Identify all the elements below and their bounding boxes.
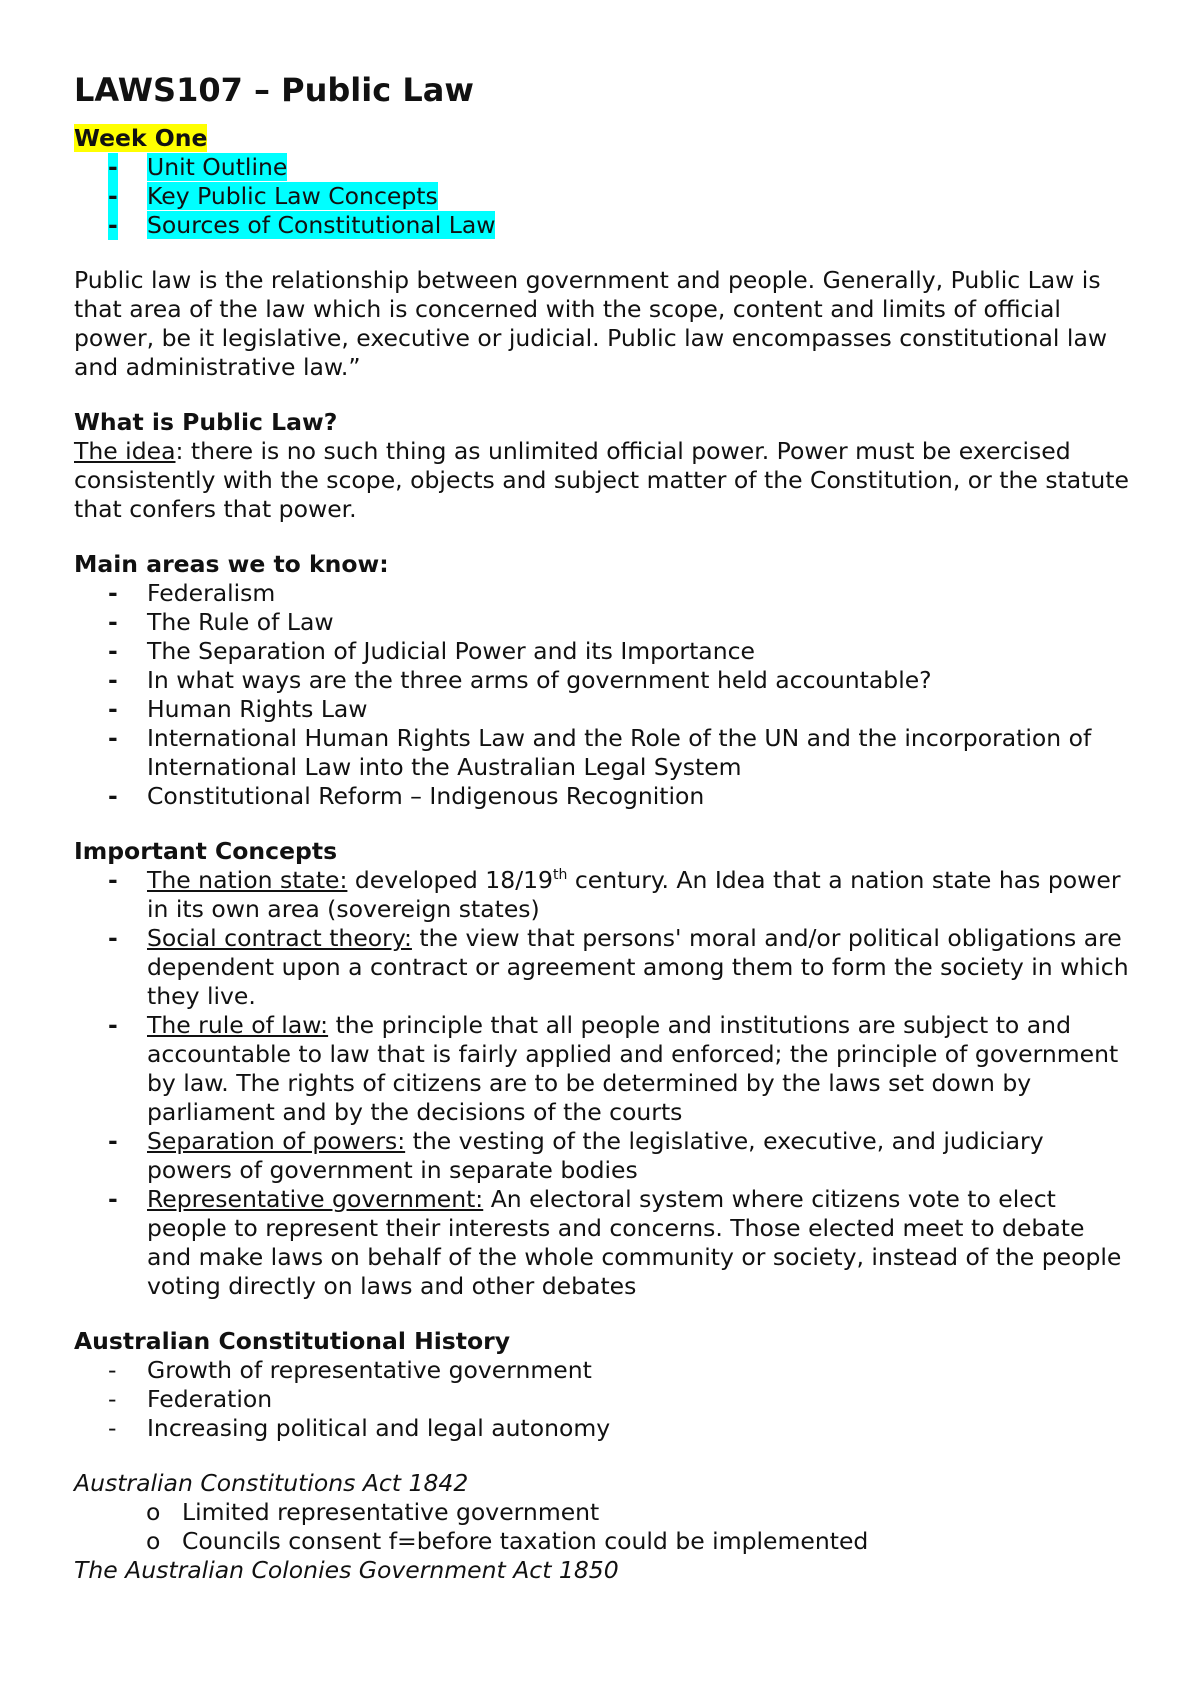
list-item-text: Growth of representative government <box>147 1356 592 1384</box>
list-item-text: Human Rights Law <box>147 695 368 723</box>
dash-marker: - <box>108 579 118 607</box>
list-item <box>74 608 1134 637</box>
list-item <box>74 211 1134 240</box>
list-item-text: In what ways are the three arms of government held accountable? <box>147 666 932 694</box>
concept-item <box>74 1011 1134 1127</box>
list-item <box>74 695 1134 724</box>
week-heading <box>74 124 1134 153</box>
document-title: LAWS107 – Public Law <box>74 71 474 109</box>
concept-term: The nation state: <box>147 866 348 894</box>
concept-term: The rule of law: <box>147 1011 329 1039</box>
list-item <box>74 153 1134 182</box>
concept-item <box>74 1185 1134 1301</box>
dash-marker: - <box>108 866 118 894</box>
concept-item <box>74 924 1134 1011</box>
dash-marker: - <box>108 724 118 752</box>
act-1850-title: The Australian Colonies Government Act 1850 <box>74 1556 619 1584</box>
main-areas-list <box>74 579 1134 811</box>
list-item <box>74 724 1134 782</box>
dash-marker: - <box>108 608 118 636</box>
dash-marker: - <box>108 666 118 694</box>
act-1842-title: Australian Constitutions Act 1842 <box>74 1469 469 1497</box>
list-item-text: The Separation of Judicial Power and its Importance <box>147 637 755 665</box>
list-item-text: Key Public Law Concepts <box>147 182 438 210</box>
list-item-text: Constitutional Reform – Indigenous Recognition <box>147 782 705 810</box>
dash-marker: - <box>108 1356 117 1384</box>
circle-bullet: o <box>146 1527 161 1555</box>
concept-text: An electoral system where citizens vote to elect people to represent their interests and concerns. Those elected meet to debate and make laws on behalf of the whole community or society, instead of the people voting directly on laws and other debates <box>147 1185 1122 1300</box>
dash-marker: - <box>108 211 118 239</box>
week-list <box>74 153 1134 240</box>
concept-text: the principle that all people and institutions are subject to and accountable to law that is fairly applied and enforced; the principle of government by law. The rights of citizens are to be determined by the laws set down by parliament and by the decisions of the courts <box>147 1011 1119 1126</box>
list-item-text: Increasing political and legal autonomy <box>147 1414 611 1442</box>
concept-term: Separation of powers: <box>147 1127 406 1155</box>
dash-marker: - <box>108 1011 118 1039</box>
concept-term: Social contract theory: <box>147 924 412 952</box>
superscript: th <box>553 867 568 884</box>
history-list <box>74 1356 1134 1443</box>
list-item <box>74 182 1134 211</box>
dash-marker: - <box>108 1385 117 1413</box>
idea-text: : there is no such thing as unlimited official power. Power must be exercised consistently with the scope, objects and subject matter of the Constitution, or the statute that confers that power. <box>74 437 1129 523</box>
list-item <box>74 1385 1134 1414</box>
dash-marker: - <box>108 1185 118 1213</box>
dash-marker: - <box>108 782 118 810</box>
concept-term: Representative government: <box>147 1185 484 1213</box>
dash-marker: - <box>108 695 118 723</box>
concept-text: the vesting of the legislative, executive, and judiciary powers of government in separate bodies <box>147 1127 1044 1184</box>
concepts-heading: Important Concepts <box>74 837 338 865</box>
circle-bullet: o <box>146 1498 161 1526</box>
concept-item <box>74 1127 1134 1185</box>
list-item-text: Unit Outline <box>147 153 288 181</box>
dash-marker: - <box>108 637 118 665</box>
list-item <box>74 1414 1134 1443</box>
list-item <box>74 579 1134 608</box>
list-item <box>74 666 1134 695</box>
what-is-heading: What is Public Law? <box>74 408 338 436</box>
list-item-text: Federalism <box>147 579 276 607</box>
concept-text: the view that persons' moral and/or political obligations are dependent upon a contract or agreement among them to form the society in which they live. <box>147 924 1129 1010</box>
history-heading: Australian Constitutional History <box>74 1327 511 1355</box>
dash-marker: - <box>108 1127 118 1155</box>
dash-marker: - <box>108 924 118 952</box>
dash-marker: - <box>108 182 118 210</box>
dash-marker: - <box>108 153 118 181</box>
document-body <box>74 70 1134 1585</box>
list-item-text: International Human Rights Law and the Role of the UN and the incorporation of International Law into the Australian Legal System <box>147 724 1092 781</box>
idea-paragraph <box>74 437 1134 524</box>
idea-label: The idea <box>74 437 176 465</box>
list-item-text: Sources of Constitutional Law <box>147 211 496 239</box>
concept-text: developed 18/19 <box>347 866 554 894</box>
concept-item <box>74 866 1134 924</box>
intro-paragraph: Public law is the relationship between government and people. Generally, Public Law is that area of the law which is concerned with the scope, content and limits of official power, be it legislative, executive or judicial. Public law encompasses constitutional law and administrative law.” <box>74 266 1108 381</box>
list-item <box>74 1356 1134 1385</box>
main-areas-heading: Main areas we to know: <box>74 550 389 578</box>
list-item-text: The Rule of Law <box>147 608 334 636</box>
list-item-text: Federation <box>147 1385 273 1413</box>
list-item-text: Limited representative government <box>182 1498 600 1526</box>
list-item <box>74 1527 1134 1556</box>
concepts-list <box>74 866 1134 1301</box>
act-1842-list <box>74 1498 1134 1556</box>
list-item <box>74 782 1134 811</box>
list-item <box>74 1498 1134 1527</box>
week-heading-text: Week One <box>74 124 208 152</box>
dash-marker: - <box>108 1414 117 1442</box>
list-item <box>74 637 1134 666</box>
concept-text: century. An Idea that a nation state has power in its own area (sovereign states) <box>147 866 1121 923</box>
list-item-text: Councils consent f=before taxation could be implemented <box>182 1527 869 1555</box>
